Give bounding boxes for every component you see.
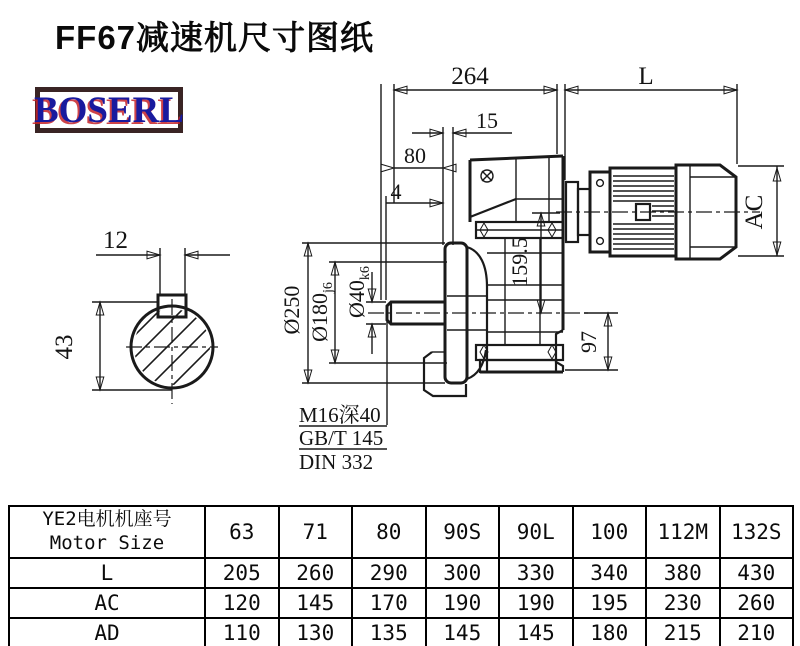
dim-key-width: 12	[103, 227, 128, 254]
dim-key-height: 43	[51, 334, 78, 360]
table-cell: 210	[720, 618, 794, 646]
table-cell: 260	[279, 558, 353, 588]
table-row-AD	[9, 618, 793, 646]
table-row-L	[9, 558, 793, 588]
dim-80: 80	[404, 143, 426, 168]
table-col-header: 90L	[499, 506, 573, 558]
row-label: L	[9, 558, 205, 588]
table-cell: 340	[573, 558, 647, 588]
table-col-header: 71	[279, 506, 353, 558]
table-cell: 230	[646, 588, 720, 618]
table-cell: 170	[352, 588, 426, 618]
dim-spigot-diameter: $Ø180_{j6}$	[307, 282, 336, 342]
table-cell: 190	[426, 588, 500, 618]
table-col-header: 132S	[720, 506, 794, 558]
motor-size-header: YE2电机机座号 Motor Size	[9, 506, 205, 558]
dim-shaft-diameter: $Ø40_{k6}$	[344, 266, 373, 318]
dim-4: 4	[390, 179, 402, 204]
spec-table	[8, 505, 794, 646]
note-din-standard: DIN 332	[299, 450, 374, 474]
dim-axis: 159.5	[507, 237, 532, 287]
table-cell: 260	[720, 588, 794, 618]
dim-overall-width: 264	[451, 63, 489, 90]
table-cell: 180	[573, 618, 647, 646]
dim-15: 15	[476, 108, 498, 133]
table-col-header: 100	[573, 506, 647, 558]
side-view	[279, 63, 784, 474]
note-thread: M16深40	[299, 403, 381, 427]
table-col-header: 112M	[646, 506, 720, 558]
page-title: FF67减速机尺寸图纸	[55, 19, 375, 56]
note-gbt-standard: GB/T 145	[299, 426, 384, 450]
dim-motor-length: L	[638, 63, 654, 90]
brand-name: BOSERL	[33, 89, 185, 131]
dim-97: 97	[576, 331, 601, 353]
table-cell: 190	[499, 588, 573, 618]
table-cell: 430	[720, 558, 794, 588]
table-cell: 300	[426, 558, 500, 588]
table-col-header: 90S	[426, 506, 500, 558]
table-row-AC	[9, 588, 793, 618]
table-cell: 145	[499, 618, 573, 646]
table-cell: 130	[279, 618, 353, 646]
table-cell: 215	[646, 618, 720, 646]
table-col-header: 63	[205, 506, 279, 558]
table-cell: 145	[279, 588, 353, 618]
table-cell: 195	[573, 588, 647, 618]
table-col-header: 80	[352, 506, 426, 558]
table-cell: 135	[352, 618, 426, 646]
table-header-row	[9, 506, 793, 558]
table-cell: 290	[352, 558, 426, 588]
dim-flange-diameter: Ø250	[279, 285, 304, 335]
shaft-section-view	[51, 227, 253, 404]
table-cell: 380	[646, 558, 720, 588]
row-label: AD	[9, 618, 205, 646]
table-cell: 330	[499, 558, 573, 588]
dim-motor-diameter: AC	[741, 194, 768, 230]
table-cell: 205	[205, 558, 279, 588]
table-cell: 145	[426, 618, 500, 646]
row-label: AC	[9, 588, 205, 618]
table-cell: 120	[205, 588, 279, 618]
table-cell: 110	[205, 618, 279, 646]
